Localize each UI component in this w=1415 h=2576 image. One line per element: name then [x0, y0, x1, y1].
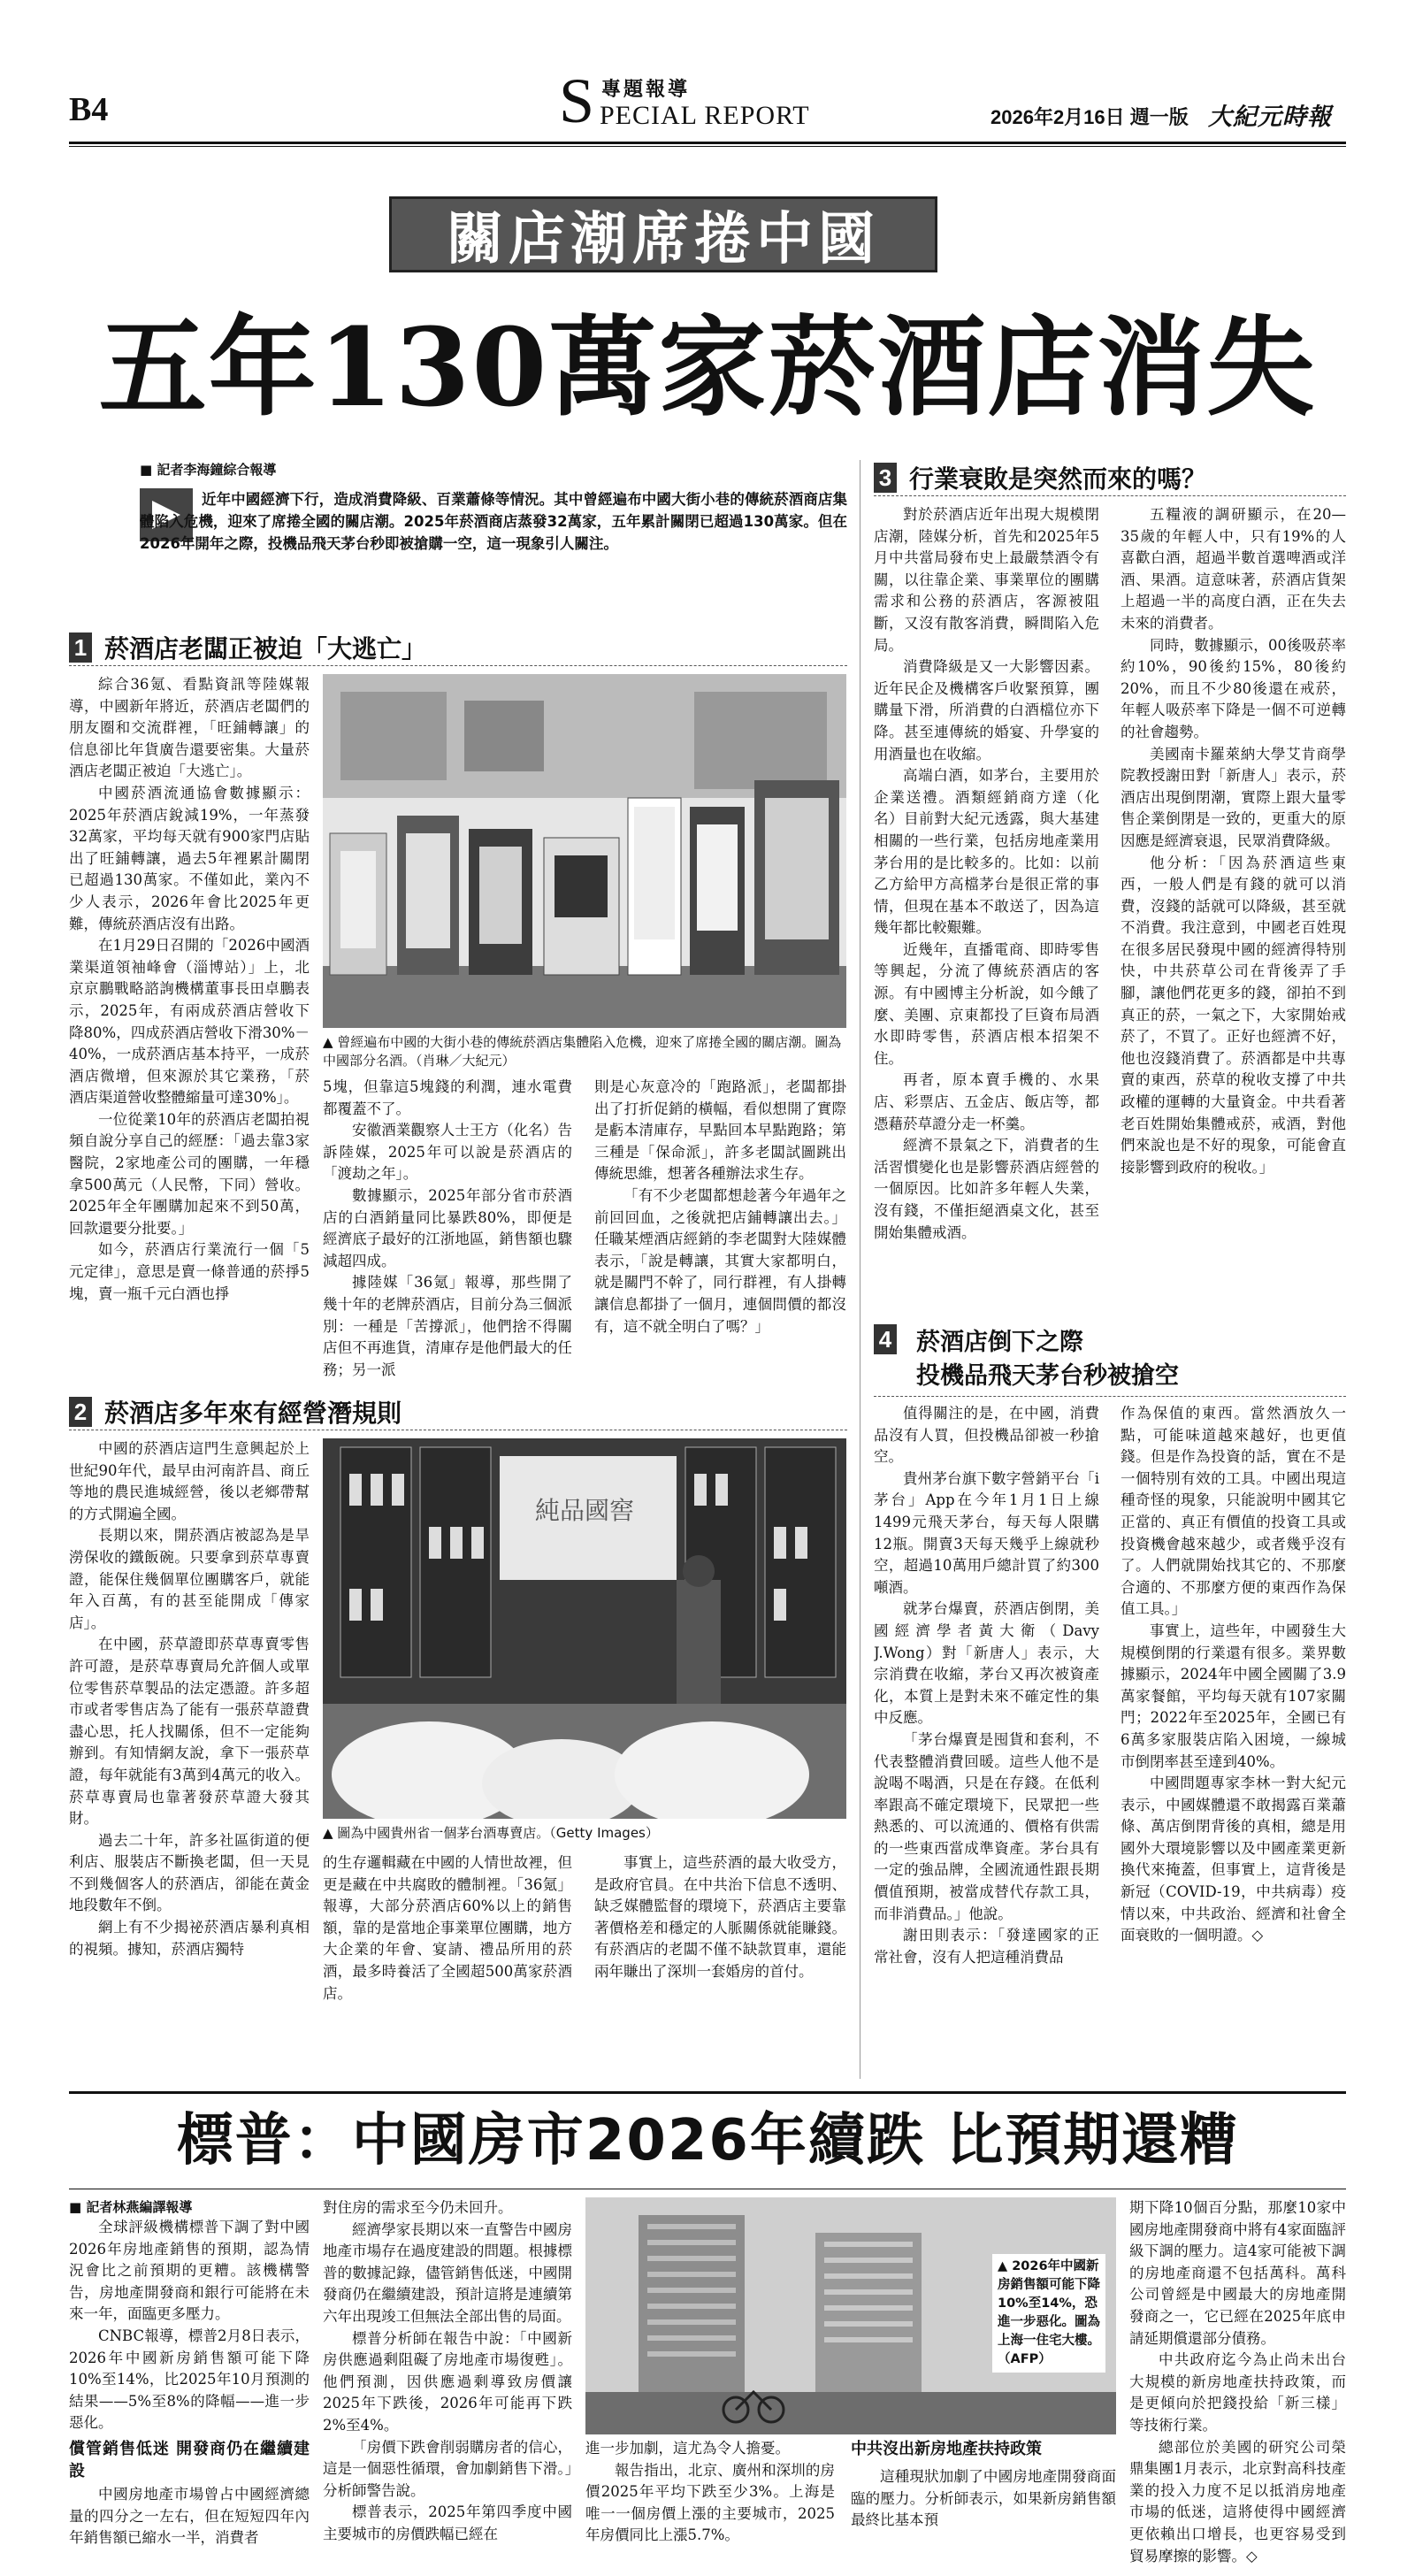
shanghai-photo-caption: ▲ 2026年中國新房銷售額可能下降10%至14%，恐進一步惡化。圖為上海一住宅大樓。（AFP） — [992, 2254, 1105, 2373]
section4-title-b: 投機品飛天茅台秒被搶空 — [916, 1362, 1179, 1390]
section1-heading — [69, 630, 426, 665]
paragraph: 中國房地產市場曾占中國經濟總量的四分之一左右，但在短短四年內年銷售額已縮水一半，消費者 — [69, 2485, 310, 2547]
section1-col1 — [69, 674, 310, 1377]
bottom-col1 — [69, 2217, 310, 2569]
paper-logo: 大紀元時報 — [1208, 104, 1332, 131]
section1-number: 1 — [69, 632, 92, 663]
section3-col2 — [1121, 504, 1346, 1309]
header-rule-thin — [69, 146, 1346, 147]
paragraph: 事實上，這些年，中國發生大規模倒閉的行業還有很多。業界數據顯示，2024年中國全國關了3.9萬家餐館，平均每天就有107家關門；2022年至2025年，全國已有6萬多家服裝店陷入困境，一線城市倒閉率甚至達到40%。 — [1121, 1622, 1346, 1770]
section4-title-a: 菸酒店倒下之際 — [916, 1329, 1083, 1356]
paragraph: 對住房的需求至今仍未回升。 — [323, 2199, 513, 2216]
paragraph: 進一步加劇，這尤為令人擔憂。 — [585, 2440, 790, 2457]
maotai-store-photo — [323, 1438, 846, 1819]
paragraph: 網上有不少揭祕菸酒店暴利真相的視頻。據知，菸酒店獨特 — [69, 1919, 310, 1958]
shanghai-building-photo — [585, 2197, 1116, 2434]
section-label-en: PECIAL REPORT — [600, 101, 810, 130]
paragraph: 「茅台爆賣是囤貨和套利，不代表整體消費回暖。這些人他不是說喝不喝酒，只是在存錢。在低利率跟高不確定環境下，民眾把一些熱悉的、可以流通的、價格有供需的一些東西當成準資產。茅台具有一定的強品牌，全國流通性跟長期價值預期，被當成替代存款工具，而非消費品。」他說。 — [874, 1730, 1099, 1922]
paragraph: 「有不少老闆都想趁著今年過年之前回回血，之後就把店鋪轉讓出去。」任職某煙酒店經銷的李老闆對大陸媒體表示，「說是轉讓，其實大家都明白，就是關門不幹了，同行群裡，有人掛轉讓信息都掛了一個月，連個問價的都沒有，這不就全明白了嗎？」 — [594, 1186, 846, 1335]
liquor-shelf-photo — [323, 674, 846, 1028]
paragraph: 經濟不景氣之下，消費者的生活習慣變化也是影響菸酒店經營的一個原因。比如許多年輕人失業，沒有錢，不僅拒絕酒桌文化，甚至開始集體戒酒。 — [874, 1137, 1099, 1241]
paragraph: 對於菸酒店近年出現大規模閉店潮，陸媒分析，首先和2025年5月中共當局發布史上最嚴禁酒令有關，以往靠企業、事業單位的團購需求和公務的菸酒店，客源被阻斷，又沒有散客消費，瞬間陷入危局。 — [874, 506, 1099, 654]
section2-col2 — [323, 1852, 572, 2072]
bottom-col2 — [323, 2197, 572, 2569]
paragraph: 五糧液的調研顯示，在20—35歲的年輕人中，只有19%的人喜歡白酒，超過半數首選啤酒或洋酒、果酒。這意味著，菸酒店貨架上超過一半的高度白酒，正在失去未來的消費者。 — [1121, 506, 1346, 632]
liquor-photo-caption: ▲ 曾經遍布中國的大街小巷的傳統菸酒店集體陷入危機，迎來了席捲全國的關店潮。圖為中國部分名酒。（肖琳／大紀元） — [323, 1034, 842, 1069]
header-rule — [69, 142, 1346, 144]
section1-divider — [69, 665, 847, 666]
paragraph: 在1月29日召開的「2026中國酒業渠道領袖峰會（淄博站）」上，北京京鵬戰略諮詢機構董事長田卓鵬表示，2025年，有兩成菸酒店營收下降80%，四成菸酒店營收下滑30%－40%，一成菸酒店基本持平，一成菸酒店微增，但來源於其它業務，「菸酒店渠道營收整體縮量可達30%」。 — [69, 937, 310, 1107]
paragraph: 再者，原本賣手機的、水果店、彩票店、五金店、飯店等，都憑藉菸草證分走一杯羹。 — [874, 1071, 1099, 1132]
lead-summary: 近年中國經濟下行，造成消費降級、百業蕭條等情況。其中曾經遍布中國大街小巷的傳統菸酒商店集體陷入危機，迎來了席捲全國的關店潮。2025年菸酒商店蒸發32萬家，五年累計關閉已超過130萬家。但在2026年開年之際，投機品飛天茅台秒即被搶購一空，這一現象引人關注。 — [140, 491, 847, 552]
paragraph: CNBC報導，標普2月8日表示，2026年中國新房銷售額可能下降10%至14%，比2025年10月預測的結果——5%至8%的降幅——進一步惡化。 — [69, 2327, 310, 2432]
section2-title: 菸酒店多年來有經營潛規則 — [104, 1399, 402, 1428]
paragraph: 標普表示，2025年第四季度中國主要城市的房價跌幅已經在 — [323, 2503, 572, 2542]
paragraph: 近幾年，直播電商、即時零售等興起，分流了傳統菸酒店的客源。有中國博主分析說，如今餓了麼、美團、京東都投了巨資布局酒水即時零售，菸酒店根本招架不住。 — [874, 940, 1099, 1067]
paragraph: 事實上，這些菸酒的最大收受方，是政府官員。在中共治下信息不透明、缺乏媒體監督的環境下，菸酒店主要靠著價格差和穩定的人脈關係就能賺錢。有菸酒店的老闆不僅不缺款買車，還能兩年賺出了深圳一套婚房的首付。 — [594, 1854, 846, 1980]
bottom-subhead: 償管銷售低迷 開發商仍在繼續建設 — [69, 2439, 310, 2480]
paragraph: 中國菸酒流通協會數據顯示：2025年菸酒店銳減19%，一年蒸發32萬家，平均每天就有900家門店貼出了旺鋪轉讓，過去5年裡累計關閉已超過130萬家。不僅如此，業內不少人表示，2026年會比2025年更難，傳統菸酒店沒有出路。 — [69, 784, 310, 932]
section4-col1 — [874, 1403, 1099, 2072]
paragraph: 這種現狀加劇了中國房地產開發商面臨的壓力。分析師表示，如果新房銷售額最終比基本預 — [851, 2468, 1116, 2529]
bottom-headline: 標普：中國房市2026年續跌 比預期還糟 — [176, 2108, 1239, 2174]
bottom-col3 — [585, 2438, 835, 2569]
paragraph: 在中國，菸草證即菸草專賣零售許可證，是菸草專賣局允許個人或單位零售菸草製品的法定憑證。許多超市或者零售店為了能有一張菸草證費盡心思，托人找關係，但不一定能夠辦到。有知情網友說，拿下一張菸草證，每年就能有3萬到4萬元的收入。菸草專賣局也靠著發菸草證大發其財。 — [69, 1636, 310, 1828]
bottom-byline: ■ 記者林燕編譯報導 — [69, 2199, 193, 2215]
paragraph: 消費降級是又一大影響因素。近年民企及機構客戶收緊預算，團購量下滑，所消費的白酒檔位亦下降。甚至連傳統的婚宴、升學宴的用酒量也在收縮。 — [874, 658, 1099, 763]
paragraph: 高端白酒，如茅台，主要用於企業送禮。酒類經銷商方達（化名）目前對大紀元透露，與大基建相關的一些行業，包括房地產業用茅台用的是比較多的。比如：以前乙方給甲方高檔茅台是很正常的事情，但現在基本不敢送了，因為這幾年都比較艱難。 — [874, 767, 1099, 937]
paragraph: 美國南卡羅萊納大學艾肯商學院教授謝田對「新唐人」表示，菸酒店出現倒閉潮，實際上跟大量零售企業倒閉是一致的，更重大的原因應是經濟衰退，民眾消費降級。 — [1121, 745, 1346, 849]
paragraph: 全球評級機構標普下調了對中國2026年房地產銷售的預期，認為情況會比之前預期的更糟。該機構警告，房地產開發商和銀行可能將在未來一年，面臨更多壓力。 — [69, 2219, 310, 2323]
issue-date: 2026年2月16日 週一版 — [990, 106, 1189, 128]
bottom-story-rule — [69, 2091, 1346, 2094]
paragraph: 中共政府迄今為止尚未出台大規模的新房地產扶持政策，而是更傾向於把錢投給「新三樣」等技術行業。 — [1129, 2351, 1346, 2434]
paragraph: 值得關注的是，在中國，消費品沒有人買，但投機品卻被一秒搶空。 — [874, 1405, 1099, 1466]
paragraph: 「房價下跌會削弱購房者的信心，這是一個惡性循環，會加劇銷售下滑。」分析師警告說。 — [323, 2438, 572, 2499]
section-label-cn: 專題報導 — [601, 79, 691, 101]
section-label-s: S — [559, 65, 595, 136]
section3-col1 — [874, 504, 1099, 1309]
paragraph: 的生存邏輯藏在中國的人情世故裡，但更是藏在中共腐敗的體制裡。「36氪」報導，大部分菸酒店60%以上的銷售額，靠的是當地企事業單位團購，地方大企業的年會、宴請、禮品所用的菸酒，最多時養活了全國超500萬家菸酒店。 — [323, 1854, 572, 2002]
section3-title: 行業衰敗是突然而來的嗎？ — [909, 464, 1207, 494]
bottom-col5 — [1129, 2197, 1346, 2569]
section1-col2 — [323, 1077, 572, 1377]
byline: ■ 記者李海鐘綜合報導 — [140, 462, 277, 478]
section3-divider — [874, 495, 1346, 496]
paragraph: 作為保值的東西。當然酒放久一點，可能味道越來越好，也更值錢。但是作為投資的話，實在不是一個特別有效的工具。中國出現這種奇怪的現象，只能說明中國其它正當的、真正有價值的投資工具或投資機會越來越少，或者幾乎沒有了。人們就開始找其它的、不那麼合適的、不那麼方便的東西作為保值工具。」 — [1121, 1405, 1346, 1618]
paragraph: 綜合36氪、看點資訊等陸媒報導，中國新年將近，菸酒店老闆們的朋友圈和交流群裡，「旺鋪轉讓」的信息卻比年貨廣告還要密集。大量菸酒店老闆正被迫「大逃亡」。 — [69, 676, 310, 780]
section3-number: 3 — [874, 463, 897, 493]
section1-col3 — [594, 1077, 846, 1377]
paragraph: 期下降10個百分點，那麼10家中國房地產開發商中將有4家面臨評級下調的壓力。這4家可能被下調的房地產商還不包括萬科。萬科公司曾經是中國最大的房地產開發商之一，它已經在2025年底申請延期償還部分債務。 — [1129, 2199, 1346, 2347]
bottom-col4-heading: 中共沒出新房地產扶持政策 — [851, 2440, 1042, 2458]
section3-heading — [874, 460, 1206, 495]
paragraph: 安徽酒業觀察人士王方（化名）告訴陸媒，2025年可以說是菸酒店的「渡劫之年」。 — [323, 1122, 572, 1183]
section4-divider — [874, 1396, 1346, 1397]
bottom-col4 — [851, 2438, 1116, 2569]
paragraph: 數據顯示，2025年部分省市菸酒店的白酒銷量同比暴跌80%，即便是經濟底子最好的江浙地區，銷售額也驟減超四成。 — [323, 1186, 572, 1269]
paragraph: 則是心灰意冷的「跑路派」，老闆都掛出了打折促銷的橫幅，看似想開了實際是虧本清庫存，早點回本早點跑路；第三種是「保命派」，許多老闆試圖跳出傳統思維，想著各種辦法求生存。 — [594, 1078, 846, 1183]
section4-number: 4 — [874, 1324, 897, 1354]
paragraph: 據陸媒「36氪」報導，那些開了幾十年的老牌菸酒店，目前分為三個派別：一種是「苦撐派」，他們捨不得關店但不再進貨，清庫存是他們最大的任務；另一派 — [323, 1274, 572, 1377]
section4-col2 — [1121, 1403, 1346, 2072]
paragraph: 長期以來，開菸酒店被認為是旱澇保收的鐵飯碗。只要拿到菸草專賣證，能保住幾個單位團購客戶，就能年入百萬，有的甚至能開成「傳家店」。 — [69, 1527, 310, 1631]
paragraph: 中國的菸酒店這門生意興起於上世紀90年代，最早由河南許昌、商丘等地的農民進城經營，後以老鄉帶幫的方式開遍全國。 — [69, 1440, 310, 1522]
paragraph: 過去二十年，許多社區街道的便利店、服裝店不斷換老闆，但一天見不到幾個客人的菸酒店，卻能在黃金地段數年不倒。 — [69, 1831, 310, 1914]
paragraph: 他分析：「因為菸酒這些東西，一般人們是有錢的就可以消費，沒錢的話就可以降級，甚至就不消費。我注意到，中國老百姓現在很多居民發現中國的經濟得特別快，中共菸草公司在背後弄了手腳，讓他們花更多的錢，卻拍不到真正的菸，一氣之下，大家開始戒菸了，不買了。正好也經濟不好，他也沒錢消費了。菸酒都是中共專賣的東西，菸草的稅收支撐了中共政權的運轉的大量資金。中共看著老百姓開始集體戒菸，戒酒，對他們來說也是不好的現象，可能會直接影響到政府的稅收。」 — [1121, 854, 1346, 1176]
paragraph: 就茅台爆賣，菸酒店倒閉，美國經濟學者黃大衛（Davy J.Wong）對「新唐人」表示，大宗消費在收縮，茅台又再次被資產化，本質上是對未來不確定性的集中反應。 — [874, 1600, 1099, 1727]
paragraph: 報告指出，北京、廣州和深圳的房價2025年平均下跌至少3%。上海是唯一一個房價上漲的主要城市，2025年房價同比上漲5.7%。 — [585, 2461, 835, 2544]
paragraph: 貴州茅台旗下數字營銷平台「i茅台」App在今年1月1日上線1499元飛天茅台，每天每人限購12瓶。開賣3天每天幾乎上線就秒空，超過10萬用戶總計買了約300噸酒。 — [874, 1469, 1099, 1596]
section2-col3 — [594, 1852, 846, 2072]
kicker — [389, 196, 937, 272]
section2-number: 2 — [69, 1397, 92, 1427]
paragraph: 5塊，但靠這5塊錢的利潤，連水電費都覆蓋不了。 — [323, 1078, 572, 1117]
store-sign: 純品國窖 — [535, 1496, 635, 1525]
main-headline: 五年130萬家菸酒店消失 — [98, 303, 1317, 431]
paragraph: 謝田則表示：「發達國家的正常社會，沒有人把這種消費品 — [874, 1927, 1099, 1966]
paragraph: 同時，數據顯示，00後吸菸率約10%，90後約15%，80後約20%，而且不少80後還在戒菸，年輕人吸菸率下降是一個不可逆轉的社會趨勢。 — [1121, 636, 1346, 740]
section2-heading — [69, 1394, 402, 1430]
section-label — [559, 65, 842, 136]
paragraph: 如今，菸酒店行業流行一個「5元定律」，意思是賣一條普通的菸掙5塊，賣一瓶千元白酒也掙 — [69, 1241, 310, 1302]
paragraph: 標普分析師在報告中說：「中國新房供應過剩阻礙了房地產市場復甦」。他們預測，因供應過剩導致房價讓2025年下跌後，2026年可能再下跌2%至4%。 — [323, 2329, 572, 2434]
paragraph: 一位從業10年的菸酒店老闆拍視頻自說分享自己的經歷：「過去靠3家醫院，2家地產公司的團購，一年穩拿500萬元（人民幣，下同）營收。2025年全年團購加起來不到50萬，回款還要分批要。」 — [69, 1110, 310, 1237]
maotai-photo-caption: ▲ 圖為中國貴州省一個茅台酒專賣店。（Getty Images） — [323, 1825, 659, 1841]
paragraph: 總部位於美國的研究公司榮鼎集團1月表示，北京對高科技產業的投入力度不足以抵消房地產市場的低迷，這將使得中國經濟更依賴出口增長，也更容易受到貿易摩擦的影響。◇ — [1129, 2438, 1346, 2564]
page-number: B4 — [69, 91, 109, 128]
section4-heading — [874, 1322, 1346, 1392]
paragraph: 經濟學家長期以來一直警告中國房地產市場存在過度建設的問題。根據標普的數據記錄，儘管銷售低迷，中國開發商仍在繼續建設，預計這將是連續第六年出現竣工但無法全部出售的局面。 — [323, 2220, 572, 2325]
section2-col1 — [69, 1438, 310, 2071]
kicker-text: 關店潮席捲中國 — [447, 207, 880, 272]
section1-title: 菸酒店老闆正被迫「大逃亡」 — [104, 634, 427, 663]
paragraph: 中國問題專家李林一對大紀元表示，中國媒體還不敢揭露百業蕭條、萬店倒閉背後的真相，總是用國外大環境影響以及中國產業更新換代來掩蓋，但事實上，這背後是新冠（COVID-19，中共病毒）疫情以來，中共政治、經濟和社會全面衰敗的一個明證。◇ — [1121, 1775, 1346, 1944]
